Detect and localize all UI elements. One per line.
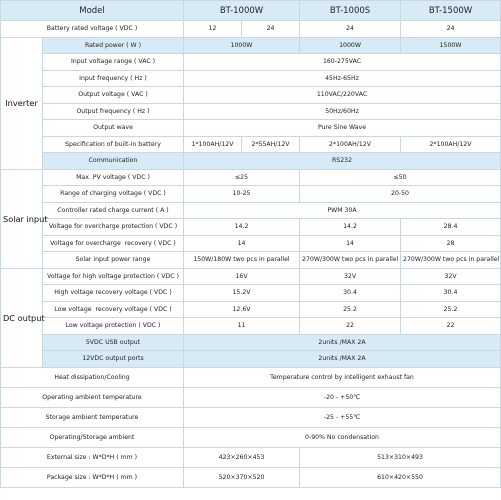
high-voltage-recovery-value: 15.2V [184, 285, 300, 302]
max-pv-voltage-value: ≤50 [300, 169, 501, 186]
charging-voltage-range-value: 20-50 [300, 186, 501, 203]
model-bt-1500w: BT-1500W [401, 1, 501, 21]
overcharge-protection-label: Voltage for overcharge protection ( VDC ) [43, 219, 184, 236]
output-wave-row [1, 120, 501, 137]
usb-output-row [1, 334, 501, 351]
builtin-battery-value: 2*55AH/12V [242, 136, 300, 153]
battery-rated-voltage-value: 24 [242, 21, 300, 38]
overcharge-recovery-value: 14 [300, 235, 401, 252]
high-voltage-protection-value: 32V [300, 268, 401, 285]
overcharge-protection-value: 14.2 [300, 219, 401, 236]
high-voltage-protection-value: 32V [401, 268, 501, 285]
builtin-battery-value: 1*100AH/12V [184, 136, 242, 153]
low-voltage-recovery-value: 25.2 [401, 301, 501, 318]
output-frequency-row [1, 103, 501, 120]
low-voltage-protection-label: Low voltage protection ( VDC ) [43, 318, 184, 335]
rated-power-row [1, 37, 501, 54]
low-voltage-protection-row [1, 318, 501, 335]
communication-row [1, 153, 501, 170]
ambient-row [1, 427, 501, 447]
charging-voltage-range-label: Range of charging voltage ( VDC ) [43, 186, 184, 203]
solar-input-power-value: 270W/300W two pcs in parallel [401, 252, 501, 269]
output-ports-12v-row [1, 351, 501, 368]
rated-power-value: 1000W [184, 37, 300, 54]
battery-rated-voltage-row [1, 21, 501, 38]
low-voltage-recovery-label: Low voltage recovery voltage ( VDC ) [43, 301, 184, 318]
high-voltage-protection-row [1, 268, 501, 285]
output-frequency-value: 50Hz/60Hz [184, 103, 501, 120]
rated-power-value: 1500W [401, 37, 501, 54]
high-voltage-protection-value: 16V [184, 268, 300, 285]
overcharge-recovery-value: 28 [401, 235, 501, 252]
communication-label: Communication [43, 153, 184, 170]
output-wave-label: Output wave [43, 120, 184, 137]
high-voltage-recovery-label: High voltage recovery voltage ( VDC ) [43, 285, 184, 302]
package-size-value: 610×420×550 [300, 467, 501, 487]
heat-dissipation-label: Heat dissipation/Cooling [1, 367, 184, 387]
package-size-row [1, 467, 501, 487]
builtin-battery-value: 2*100AH/12V [401, 136, 501, 153]
storage-temperature-value: -25 - +55℃ [184, 407, 501, 427]
operating-temperature-row [1, 387, 501, 407]
charging-voltage-range-row [1, 186, 501, 203]
builtin-battery-row [1, 136, 501, 153]
input-frequency-value: 45Hz-65Hz [184, 70, 501, 87]
high-voltage-protection-label: Voltage for high voltage protection ( VDC ) [43, 268, 184, 285]
controller-rated-current-label: Controller rated charge current ( A ) [43, 202, 184, 219]
builtin-battery-value: 2*100AH/12V [300, 136, 401, 153]
storage-temperature-row [1, 407, 501, 427]
model-bt-1000s: BT-1000S [300, 1, 401, 21]
solar-input-power-label: Solar input power range [43, 252, 184, 269]
overcharge-recovery-value: 14 [184, 235, 300, 252]
output-voltage-label: Output voltage ( VAC ) [43, 87, 184, 104]
battery-rated-voltage-value: 24 [300, 21, 401, 38]
section-dc-output: DC output [1, 268, 43, 367]
operating-temperature-label: Operating ambient temperature [1, 387, 184, 407]
low-voltage-recovery-value: 25.2 [300, 301, 401, 318]
solar-input-power-value: 150W/180W two pcs in parallel [184, 252, 300, 269]
output-voltage-value: 110VAC/220VAC [184, 87, 501, 104]
external-size-value: 513×310×493 [300, 447, 501, 467]
input-voltage-range-label: Input voltage range ( VAC ) [43, 54, 184, 71]
high-voltage-recovery-value: 30.4 [300, 285, 401, 302]
high-voltage-recovery-row [1, 285, 501, 302]
input-voltage-range-row [1, 54, 501, 71]
usb-output-label: 5VDC USB output [43, 334, 184, 351]
high-voltage-recovery-value: 30.4 [401, 285, 501, 302]
battery-rated-voltage-value: 24 [401, 21, 501, 38]
overcharge-protection-value: 14.2 [184, 219, 300, 236]
builtin-battery-label: Specification of built-in battery [43, 136, 184, 153]
input-frequency-row [1, 70, 501, 87]
low-voltage-protection-value: 22 [300, 318, 401, 335]
max-pv-voltage-value: ≤25 [184, 169, 300, 186]
battery-rated-voltage-value: 12 [184, 21, 242, 38]
external-size-value: 423×260×453 [184, 447, 300, 467]
overcharge-recovery-row [1, 235, 501, 252]
low-voltage-recovery-row [1, 301, 501, 318]
communication-value: RS232 [184, 153, 501, 170]
heat-dissipation-row [1, 367, 501, 387]
package-size-value: 520×370×520 [184, 467, 300, 487]
rated-power-label: Rated power ( W ) [43, 37, 184, 54]
section-inverter: Inverter [1, 37, 43, 169]
controller-rated-current-value: PWM 30A [184, 202, 501, 219]
section-solar-input: Solar input [1, 169, 43, 268]
overcharge-recovery-label: Voltage for overcharge recovery ( VDC ) [43, 235, 184, 252]
ambient-label: Operating/Storage ambient [1, 427, 184, 447]
heat-dissipation-value: Temperature control by intelligent exhaust fan [184, 367, 501, 387]
ambient-value: 0-90% No condensation [184, 427, 501, 447]
max-pv-voltage-row [1, 169, 501, 186]
low-voltage-protection-value: 22 [401, 318, 501, 335]
battery-rated-voltage-label: Battery rated voltage ( VDC ) [1, 21, 184, 38]
model-label: Model [1, 1, 184, 21]
operating-temperature-value: -20 - +50℃ [184, 387, 501, 407]
header-row [1, 1, 501, 21]
max-pv-voltage-label: Max. PV voltage ( VDC ) [43, 169, 184, 186]
low-voltage-recovery-value: 12.6V [184, 301, 300, 318]
usb-output-value: 2units /MAX 2A [184, 334, 501, 351]
model-bt-1000w: BT-1000W [184, 1, 300, 21]
output-ports-12v-value: 2units /MAX 2A [184, 351, 501, 368]
storage-temperature-label: Storage ambient temperature [1, 407, 184, 427]
output-voltage-row [1, 87, 501, 104]
output-frequency-label: Output frequency ( Hz ) [43, 103, 184, 120]
input-frequency-label: Input frequency ( Hz ) [43, 70, 184, 87]
output-ports-12v-label: 12VDC output ports [43, 351, 184, 368]
overcharge-protection-value: 28.4 [401, 219, 501, 236]
solar-input-power-row [1, 252, 501, 269]
low-voltage-protection-value: 11 [184, 318, 300, 335]
output-wave-value: Pure Sine Wave [184, 120, 501, 137]
input-voltage-range-value: 160-275VAC [184, 54, 501, 71]
external-size-label: External size : W*D*H ( mm ) [1, 447, 184, 467]
controller-rated-current-row [1, 202, 501, 219]
external-size-row [1, 447, 501, 467]
charging-voltage-range-value: 10-25 [184, 186, 300, 203]
rated-power-value: 1000W [300, 37, 401, 54]
overcharge-protection-row [1, 219, 501, 236]
package-size-label: Package size : W*D*H ( mm ) [1, 467, 184, 487]
solar-input-power-value: 270W/300W two pcs in parallel [300, 252, 401, 269]
